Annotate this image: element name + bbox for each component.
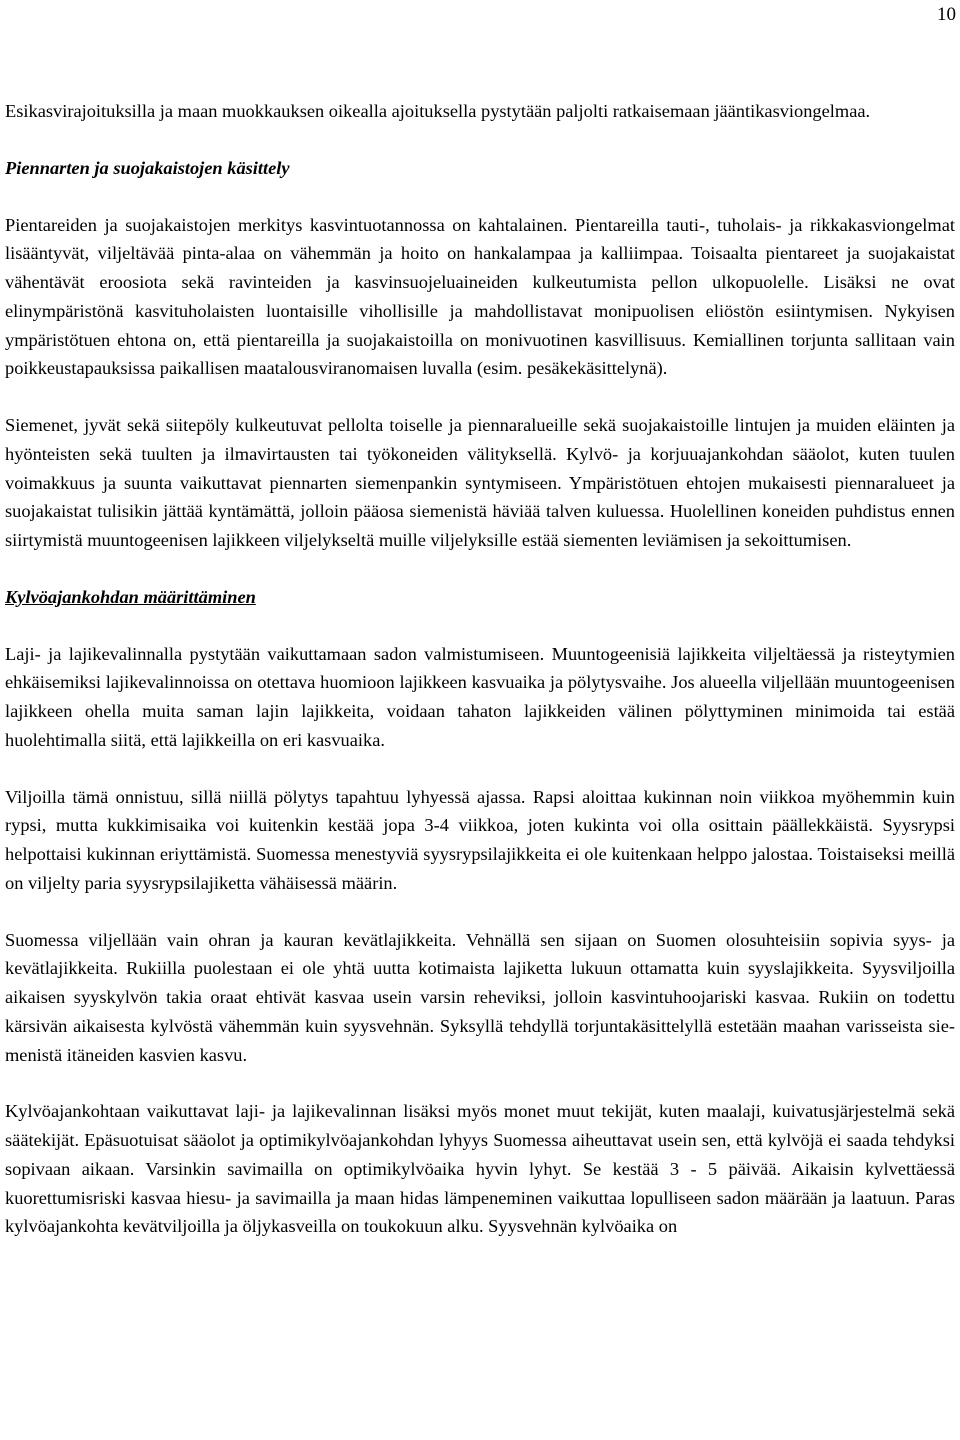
paragraph-siemenet: Siemenet, jyvät sekä siitepöly kulkeutuvat pellolta toiselle ja piennaralueille sekä suojakaistoille lintujen ja muiden eläinten ja hyönteisten sekä tuulten ja ilmavirtausten tai työkoneiden välityksellä. Kylvö- ja korjuuajankohdan sääolot, kuten tuulen voimakkuus ja suunta vaikuttavat piennarten siemenpankin syntymiseen. Ympäristötuen ehtojen mukaisesti piennaralueet ja suojakaistat tulisikin jättää kyntämättä, jolloin pääosa siemenistä häviää talven kuluessa. Huolellinen koneiden puhdistus ennen siirtymistä muuntogeenisen lajikkeen viljelykseltä muille viljelyksille estää siementen leviämisen ja sekoittumisen. xyxy=(5,415,955,550)
document-body xyxy=(5,97,955,1241)
section-heading-kylvoajankohta: Kylvöajankohdan määrittäminen xyxy=(5,586,256,607)
paragraph-intro: Esikasvirajoituksilla ja maan muokkauksen oikealla ajoituksella pystytään paljolti ratkaisemaan jääntikasviongelmaa. xyxy=(5,101,871,121)
paragraph-kylvoajankohtaan: Kylvöajankohtaan vaikuttavat laji- ja lajikevalinnan lisäksi myös monet muut tekijät, kuten maalaji, kuivatusjärjestelmä sekä säätekijät. Epäsuotuisat sääolot ja optimikylvöajankohdan lyhyys Suomessa aiheuttavat usein sen, että kylvöjä ei saada tehdyksi sopivaan aikaan. Varsinkin savimailla on optimikylvöaika hyvin lyhyt. Se kestää 3 - 5 päivää. Aikaisin kylvettäessä kuorettumisriski kasvaa hiesu- ja savimailla ja maan hidas lämpeneminen vaikuttaa lopulliseen sadon määrään ja laatuun. Paras kylvöajankohta kevätviljoilla ja öljykasveilla on toukokuun alku. Syysvehnän kylvöaika on xyxy=(5,1101,955,1237)
section-heading-piennarten: Piennarten ja suojakaistojen käsittely xyxy=(5,157,290,178)
paragraph-pientareet: Pientareiden ja suojakaistojen merkitys kasvintuotannossa on kahtalainen. Pientareilla tauti-, tuholais- ja rikkakasviongelmat lisääntyvät, viljeltävää pinta-alaa on vähemmän ja hoito on hankalampaa ja kalliimpaa. Toisaalta pientareet ja suojakaistat vähentävät eroosiota sekä ravinteiden ja kasvinsuojeluaineiden kulkeutumista pellon ulkopuolelle. Lisäksi ne ovat elinympäristönä kasvituholaisten luontaisille vihollisille ja mahdollistavat monipuolisen eliöstön esiintymisen. Nykyisen ympäristötuen ehtona on, että pientareilla ja suojakaistoilla on monivuotinen kasvillisuus. Kemiallinen torjunta sallitaan vain poikkeustapauksissa paikallisen maatalousviranomaisen luvalla (esim. pesäkekäsittelynä). xyxy=(5,214,955,379)
paragraph-viljat: Viljoilla tämä onnistuu, sillä niillä pölytys tapahtuu lyhyessä ajassa. Rapsi aloittaa kukinnan noin viikkoa myöhemmin kuin rypsi, mutta kukkimisaika voi kuitenkin kestää jopa 3-4 viikkoa, joten kukinta voi olla osittain päällekkäistä. Syysrypsi helpottaisi kukinnan eriyttämistä. Suomessa menestyviä syysrypsilajikkeita ei ole kuitenkaan helppo jalostaa. Toistaiseksi meillä on viljelty paria syysrypsilajiketta vähäisessä määrin. xyxy=(5,786,955,893)
paragraph-suomessa: Suomessa viljellään vain ohran ja kauran kevätlajikkeita. Vehnällä sen sijaan on Suomen olosuhteisiin sopivia syys- ja kevätlajikkeita. Rukiilla puolestaan ei ole yhtä uutta kotimaista lajiketta lukuun ottamatta kuin syyslajikkeita. Syysviljoilla aikaisen syyskylvön takia oraat ehtivät kasvaa usein varsin reheviksi, jolloin kasvintuhoojariski kasvaa. Rukiin on todettu kärsivän aikaisesta kylvöstä vähemmän kuin syysvehnän. Syksyllä tehdyllä torjuntakäsittelyllä estetään maahan varisseista siemenistä itäneiden kasvien kasvu. xyxy=(5,929,955,1065)
paragraph-lajivalinta: Laji- ja lajikevalinnalla pystytään vaikuttamaan sadon valmistumiseen. Muuntogeenisiä lajikkeita viljeltäessä ja risteytymien ehkäisemiksi lajikevalinnoissa on otettava huomioon lajikkeen kasvuaika ja pölytysvaihe. Jos alueella viljellään muuntogeenisen lajikkeen ohella muita saman lajin lajikkeita, voidaan tahaton lajikkeiden välinen pölyttyminen minimoida tai estää huolehtimalla siitä, että lajikkeilla on eri kasvuaika. xyxy=(5,643,955,750)
page-number: 10 xyxy=(937,4,956,25)
